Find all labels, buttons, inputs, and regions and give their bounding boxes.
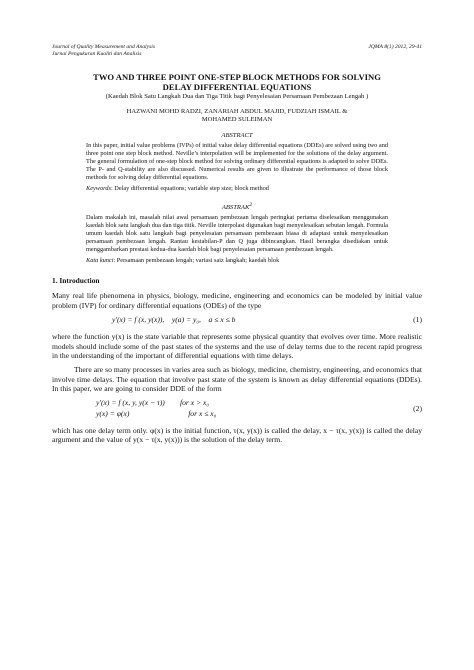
abstrak-footnote-mark: 2 [249, 201, 253, 208]
abstrak-text: Dalam makalah ini, masalah nilai awal persamaan pembezaan lengah peringkat pertama diselesaikan menggunakan kaedah blok satu langkah dua dan tiga titik. Neville interpolasi digunakan bagi menyelesaikan sebutan lengah. Formula umum kaedah blok satu langkah bagi penyelesaian persamaan pembezaan biasa di adaptasi untuk menyelesaikan persamaan pembezaan lengah. Rantau kestabilan-P dan Q juga dibincangkan. Hasil berangka disediakan untuk menggambarkan prestasi kedua-dua kaedah blok bagi penyelesaian persamaan pembezaan lengah. [86, 214, 388, 253]
abstract-text: In this paper, initial value problems (IVPs) of initial value delay differential equations (DDEs) are solved using two and three point one step block method. Neville’s interpolation will be implemented for the solutions of the delay argument. The general formulation of one-step block method for solving ordinary differential equations is adapted to solve DDEs. The P- and Q-stability are also discussed. Numerical results are given to illustrate the performance of those block methods for solving delay differential equations. [86, 142, 388, 182]
equation-1-number: (1) [413, 315, 422, 325]
abstract-heading: ABSTRACT [221, 132, 253, 140]
authors-line-2: MOHAMED SULEIMAN [201, 116, 273, 124]
author-list [52, 108, 422, 124]
intro-paragraph-1: Many real life phenomena in physics, biology, medicine, engineering and economics can be modeled by initial value problem (IVP) for ordinary differential equations (ODEs) of the type [52, 291, 422, 310]
keywords-label: Keywords [86, 184, 111, 192]
paper-title [52, 72, 422, 93]
running-header [52, 44, 422, 58]
equation-2-line-2: y(x) = φ(x) for x ≤ x₀ [96, 408, 217, 418]
equation-2 [52, 398, 422, 420]
intro-paragraph-3: There are so many processes in varies area such as biology, medicine, chemistry, engineering, and economics that involve time delays. The equation that involve past state of the system is known as delay differential equations (DDEs). In this paper, we are going to consider DDE of the form [52, 365, 422, 394]
journal-name-en: Journal of Quality Measurement and Analysis [52, 44, 156, 50]
journal-name-ms: Jurnal Pengukuran Kualiti dan Analisis [52, 51, 142, 57]
kata-kunci-label: Kata kunci [86, 256, 114, 264]
equation-1 [52, 315, 422, 327]
abstrak-heading-text: ABSTRAK [221, 204, 250, 212]
intro-paragraph-4: which has one delay term only. φ(x) is the initial function, τ(x, y(x)) is called the delay, x − τ(x, y(x)) is called the delay argument and the value of y(x − τ(x, y(x))) is the solution of the delay term. [52, 425, 422, 445]
keywords-text: : Delay differential equations; variable step size; block method [110, 184, 269, 192]
equation-2-line-1: y′(x) = f (x, y, y(x − τ)) for x > x₀ [96, 397, 210, 407]
abstrak-keywords [86, 257, 388, 265]
intro-paragraph-2: where the function y(x) is the state variable that represents some physical quantity that evolves over time. More realistic models should include some of the past states of the systems and the use of delay terms due to the recent rapid progress in the understanding of the important of differential equations with time delays. [52, 332, 422, 361]
paper-subtitle: (Kaedah Blok Satu Langkah Dua dan Tiga Titik bagi Penyelesaian Persamaan Pembezaan Lengah ) [105, 92, 369, 100]
equation-2-number: (2) [413, 403, 422, 413]
journal-citation: JQMA 8(1) 2012, 29-41 [368, 44, 422, 50]
authors-line-1: HAZWANI MOHD RADZI, ZANARIAH ABDUL MAJID, FUDZIAH ISMAIL & [126, 108, 348, 116]
abstract-keywords [86, 185, 388, 193]
title-line-1: TWO AND THREE POINT ONE-STEP BLOCK METHODS FOR SOLVING [93, 72, 381, 82]
equation-1-body: y′(x) = f (x, y(x)), y(a) = y₀, a ≤ x ≤ b [112, 315, 236, 325]
kata-kunci-text: : Persamaan pembezaan lengah; variasi saiz langkah; kaedah blok [113, 256, 280, 264]
abstrak-heading [52, 201, 422, 212]
title-line-2: DELAY DIFFERENTIAL EQUATIONS [162, 82, 312, 93]
section-heading: 1. Introduction [52, 276, 100, 286]
